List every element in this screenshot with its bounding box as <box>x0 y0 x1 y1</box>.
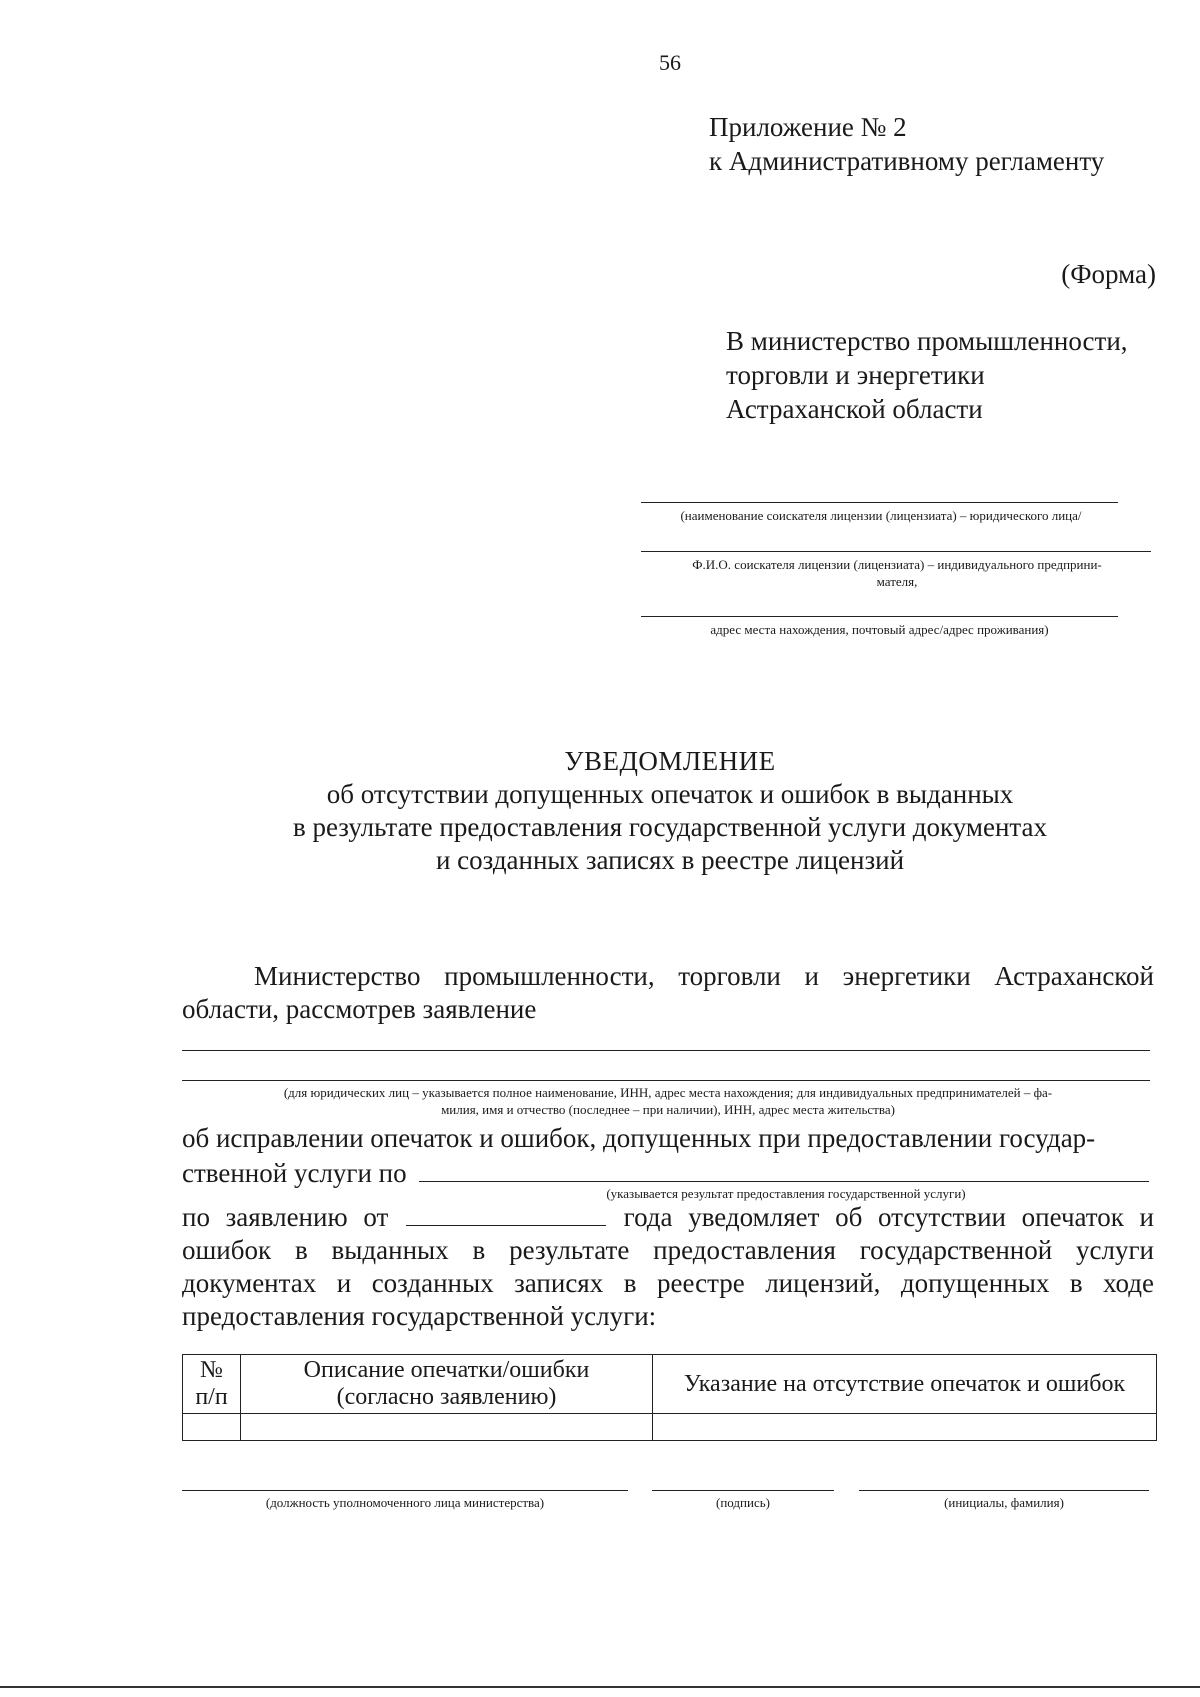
applicant-fio-caption-line-2: мателя, <box>876 574 918 589</box>
table-header-description-line-2: (согласно заявлению) <box>336 1384 557 1410</box>
table-header-number <box>183 1355 241 1414</box>
intro-paragraph: Министерство промышленности, торговли и энергетики Астраханской области, рассмотрев заявление <box>182 961 1154 1024</box>
application-line-2 <box>182 1080 1150 1081</box>
notice-title-line-2: об отсутствии допущенных опечаток и ошибок в выданных <box>326 779 1014 809</box>
page-number: 56 <box>659 50 681 75</box>
signature-position-line <box>182 1490 628 1491</box>
application-caption-line-1: (для юридических лиц – указывается полное наименование, ИНН, адрес места нахождения; для индивидуальных предпринимателей – фа- <box>283 1085 1053 1100</box>
table-cell-description <box>241 1414 653 1441</box>
correction-line-1: об исправлении опечаток и ошибок, допущенных при предоставлении государ- <box>182 1123 1096 1153</box>
recipient-line-3: Астраханской области <box>726 394 983 424</box>
table-header-number-line-1: № <box>200 1357 223 1383</box>
date-suffix: года уведомляет об отсутствии опечаток и ошибок в выданных в результате предоставления государственной услуги документах и созданных записях в реестре лицензий, допущенных в ходе предоставления государственной услуги: <box>182 1202 1155 1331</box>
errors-table <box>182 1354 1157 1441</box>
service-result-caption: (указывается результат предоставления государственной услуги) <box>606 1186 966 1201</box>
page-bottom-rule <box>0 1686 1200 1688</box>
signature-sign-caption: (подпись) <box>716 1495 770 1510</box>
applicant-address-line <box>641 616 1118 617</box>
table-cell-number <box>183 1414 241 1441</box>
applicant-fio-caption-line-1: Ф.И.О. соискателя лицензии (лицензиата) – индивидуального предприни- <box>692 557 1102 572</box>
correction-line-2-prefix: ственной услуги по <box>182 1158 407 1188</box>
table-row <box>183 1414 1157 1441</box>
appendix-line-1: Приложение № 2 <box>709 112 907 142</box>
table-cell-indication <box>653 1414 1157 1441</box>
table-header-indication: Указание на отсутствие опечаток и ошибок <box>653 1355 1157 1414</box>
appendix-line-2: к Административному регламенту <box>709 146 1105 176</box>
form-label: (Форма) <box>1061 259 1156 289</box>
application-date-line <box>406 1199 606 1226</box>
recipient-block <box>726 324 1128 426</box>
table-header-row <box>183 1355 1157 1414</box>
application-caption-line-2: милия, имя и отчество (последнее – при наличии), ИНН, адрес места жительства) <box>441 1102 895 1117</box>
table-header-description <box>241 1355 653 1414</box>
application-line-1 <box>182 1050 1150 1051</box>
signature-initials-caption: (инициалы, фамилия) <box>944 1495 1064 1510</box>
date-prefix: по заявлению от <box>182 1202 389 1232</box>
recipient-line-2: торговли и энергетики <box>726 360 985 390</box>
table-header-number-line-2: п/п <box>195 1384 228 1410</box>
applicant-fio-caption <box>636 556 1158 590</box>
signature-initials-line <box>859 1490 1149 1491</box>
notice-title <box>0 745 1200 877</box>
recipient-line-1: В министерство промышленности, <box>726 326 1128 356</box>
table-header-description-line-1: Описание опечатки/ошибки <box>303 1357 590 1383</box>
notice-title-line-3: в результате предоставления государственной услуги документах <box>292 812 1048 842</box>
appendix-header <box>709 110 1104 178</box>
notice-title-main: УВЕДОМЛЕНИЕ <box>564 746 776 776</box>
signature-position-caption: (должность уполномоченного лица министерства) <box>265 1495 545 1510</box>
applicant-address-caption: адрес места нахождения, почтовый адрес/адрес проживания) <box>710 622 1049 637</box>
application-caption <box>182 1084 1154 1118</box>
date-paragraph <box>182 1199 1154 1333</box>
signature-sign-line <box>652 1490 834 1491</box>
service-result-line <box>419 1155 1149 1182</box>
applicant-name-caption: (наименование соискателя лицензии (лицензиата) – юридического лица/ <box>680 508 1082 523</box>
notice-title-line-4: и созданных записях в реестре лицензий <box>435 845 905 875</box>
applicant-name-line <box>641 502 1118 503</box>
applicant-fio-line <box>641 551 1151 552</box>
